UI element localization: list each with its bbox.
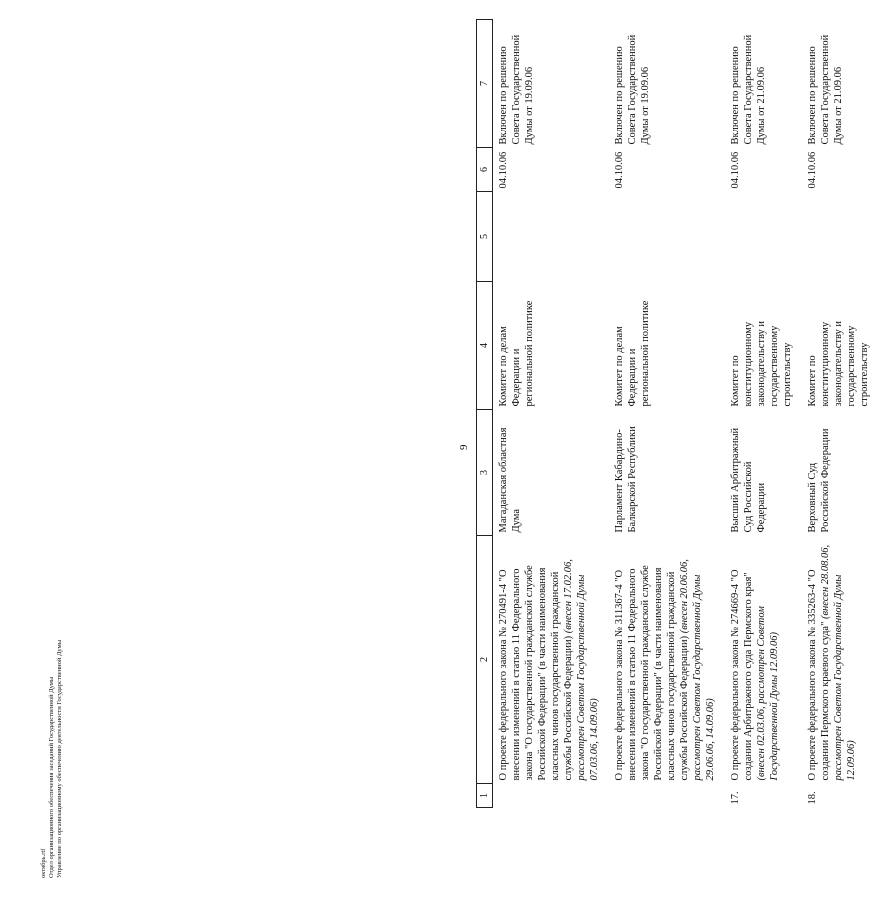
bill-author: Высший Арбитражный Суд Российской Федерации bbox=[730, 427, 767, 533]
council-decision: Включен по решению Совета Государственной Думы от 21.09.06 bbox=[730, 34, 767, 145]
review-date: 04.10.06 bbox=[614, 151, 625, 189]
bill-description bbox=[609, 536, 725, 784]
review-date: 04.10.06 bbox=[730, 151, 741, 189]
column-header: 6 bbox=[477, 148, 493, 192]
responsible-committee: Комитет по конституционному законодательству и государственному строительству bbox=[730, 320, 793, 407]
document-footer bbox=[40, 640, 64, 878]
column-header: 7 bbox=[477, 20, 493, 148]
bill-title: О проекте федерального закона № 311367-4 bbox=[614, 584, 625, 781]
column-5-cell bbox=[493, 192, 610, 282]
council-decision: Включен по решению Совета Государственной Думы от 19.09.06 bbox=[614, 34, 651, 145]
table-row bbox=[725, 20, 802, 808]
bill-note: (внесен 02.03.06, рассмотрен Советом Государственной Думы 12.09.06) bbox=[756, 606, 780, 781]
council-decision: Включен по решению Совета Государственной Думы от 19.09.06 bbox=[498, 34, 535, 145]
column-5-cell bbox=[802, 192, 879, 282]
column-header: 3 bbox=[477, 410, 493, 536]
responsible-committee: Комитет по конституционному законодательству и государственному строительству bbox=[807, 320, 870, 407]
document-sheet bbox=[28, 8, 870, 888]
responsible-committee: Комитет по делам Федерации и региональной политике bbox=[498, 300, 535, 407]
row-number bbox=[609, 784, 725, 808]
bill-body: "О внесении изменений в статью 11 Федерального закона "О государственной гражданской службе Российской Федерации" (в части наименования классных чинов государственной гражданской службы Российской Федерации) bbox=[614, 565, 690, 781]
bills-table-body bbox=[477, 20, 879, 808]
bill-title: О проекте федерального закона № 274669-4 bbox=[730, 583, 741, 781]
bill-note: (внесен 17.02.06, рассмотрен Советом Государственной Думы 07.03.06, 14.09.06) bbox=[563, 559, 600, 781]
page-number: 9 bbox=[458, 444, 470, 450]
column-header: 1 bbox=[477, 784, 493, 808]
bill-body: "О внесении изменений в статью 11 Федерального закона "О государственной гражданской службе Российской Федерации" (в части наименования классных чинов государственной гражданской службы Российской Федерации) bbox=[498, 565, 574, 781]
bill-title: О проекте федерального закона № 270491-4 bbox=[498, 583, 509, 781]
row-number bbox=[493, 784, 610, 808]
responsible-committee: Комитет по делам Федерации и региональной политике bbox=[614, 300, 651, 407]
bills-table bbox=[476, 19, 879, 808]
row-number: 17. bbox=[730, 791, 741, 805]
column-header: 2 bbox=[477, 536, 493, 784]
bill-description bbox=[493, 536, 610, 784]
header-row bbox=[477, 20, 493, 808]
review-date: 04.10.06 bbox=[498, 151, 509, 189]
column-header: 5 bbox=[477, 192, 493, 282]
column-header: 4 bbox=[477, 282, 493, 410]
bill-note: (внесен 28.08.06, рассмотрен Советом Государственной Думы 12.09.06) bbox=[820, 544, 857, 781]
council-decision: Включен по решению Совета Государственной Думы от 21.09.06 bbox=[807, 34, 844, 145]
bill-author: Магаданская областная Дума bbox=[498, 427, 522, 533]
column-5-cell bbox=[609, 192, 725, 282]
column-5-cell bbox=[725, 192, 802, 282]
table-row bbox=[493, 20, 610, 808]
bill-description bbox=[725, 536, 802, 784]
footer-filename: октябрь.rtf bbox=[40, 848, 47, 878]
bill-body: "О создании Пермского краевого суда" bbox=[807, 569, 831, 781]
footer-department: Отдел организационного обеспечения заседаний Государственной Думы bbox=[48, 676, 55, 878]
bill-author: Парламент Кабардино-Балкарской Республики bbox=[614, 426, 638, 533]
table-row bbox=[802, 20, 879, 808]
bill-note: (внесен 20.06.06, рассмотрен Советом Государственной Думы 29.06.06, 14.09.06) bbox=[679, 559, 716, 781]
bill-author: Верховный Суд Российской Федерации bbox=[807, 428, 831, 533]
footer-directorate: Управление по организационному обеспечению деятельности Государственной Думы bbox=[56, 639, 63, 878]
row-number: 18. bbox=[807, 791, 818, 805]
bill-body: "О создании Арбитражного суда Пермского края" bbox=[730, 569, 754, 781]
review-date: 04.10.06 bbox=[807, 151, 818, 189]
table-row bbox=[609, 20, 725, 808]
bill-title: О проекте федерального закона № 335263-4 bbox=[807, 583, 818, 781]
bill-description bbox=[802, 536, 879, 784]
